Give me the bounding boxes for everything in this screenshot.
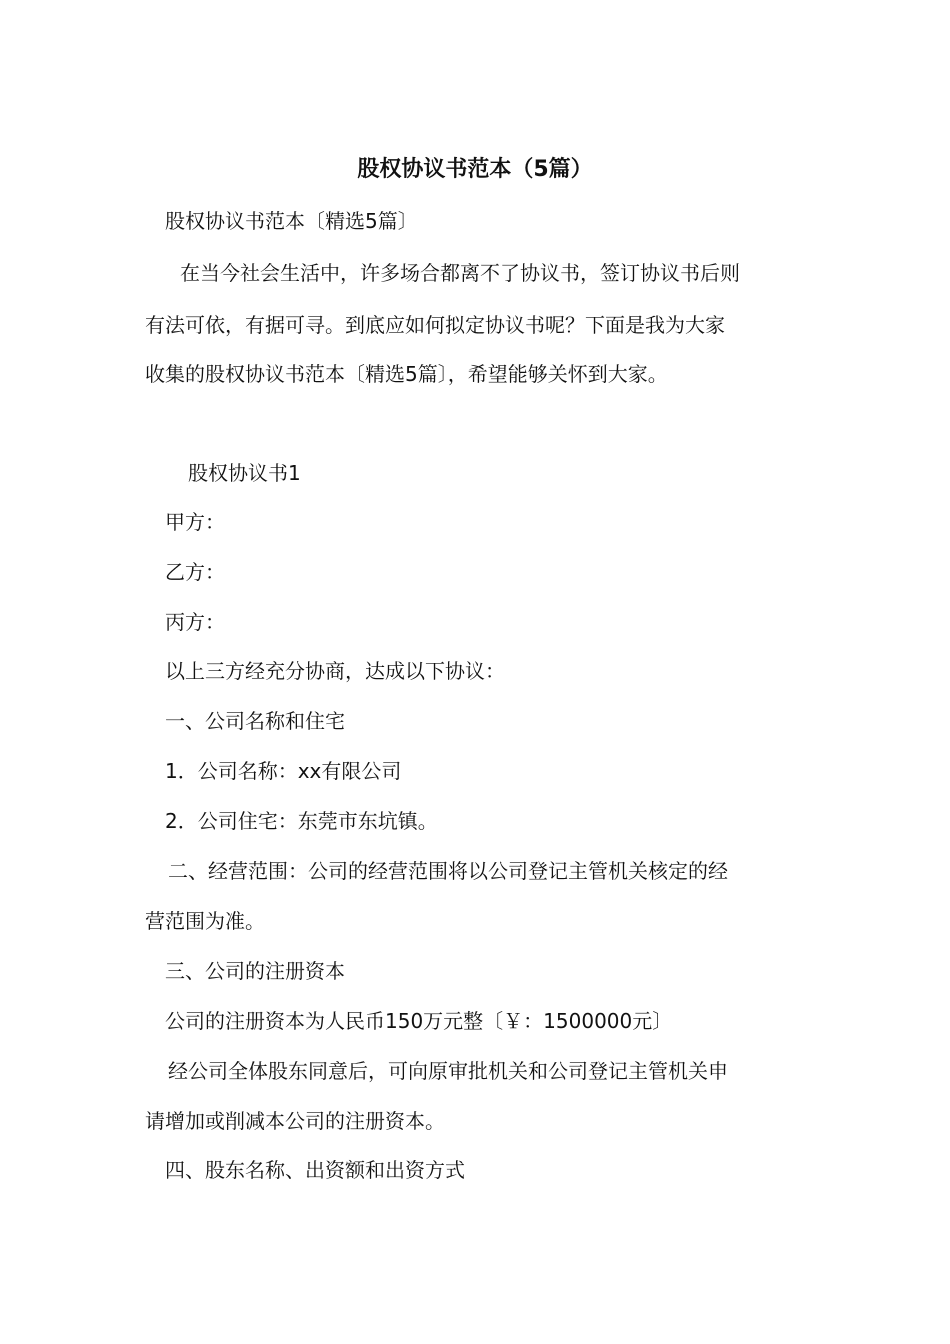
party-a-line: 甲方： (165, 510, 225, 534)
clause-3-change-line-1: 经公司全体股东同意后，可向原审批机关和公司登记主管机关申 (168, 1059, 728, 1083)
clause-4-heading: 四、股东名称、出资额和出资方式 (165, 1158, 465, 1182)
intro-paragraph-line-2: 有法可依，有据可寻。到底应如何拟定协议书呢？下面是我为大家 (145, 313, 725, 337)
clause-3-heading: 三、公司的注册资本 (165, 959, 345, 983)
party-b-line: 乙方： (165, 560, 225, 584)
clause-1-heading: 一、公司名称和住宅 (165, 709, 345, 733)
clause-1-item-1: 1．公司名称：xx有限公司 (165, 759, 402, 783)
intro-paragraph-line-1: 在当今社会生活中，许多场合都离不了协议书，签订协议书后则 (180, 261, 740, 285)
document-title: 股权协议书范本（5篇） (357, 157, 593, 182)
clause-3-capital-line: 公司的注册资本为人民币150万元整〔￥：1500000元〕 (165, 1009, 673, 1033)
clause-2-line-1: 二、经营范围：公司的经营范围将以公司登记主管机关核定的经 (168, 859, 728, 883)
intro-paragraph-line-3: 收集的股权协议书范本〔精选5篇〕，希望能够关怀到大家。 (145, 362, 668, 386)
party-c-line: 丙方： (165, 610, 225, 634)
subtitle-line: 股权协议书范本〔精选5篇〕 (165, 209, 418, 233)
clause-3-change-line-2: 请增加或削减本公司的注册资本。 (145, 1109, 445, 1133)
agreement-intro-line: 以上三方经充分协商，达成以下协议： (165, 659, 505, 683)
clause-2-line-2: 营范围为准。 (145, 909, 265, 933)
section-heading-agreement-1: 股权协议书1 (188, 461, 301, 485)
clause-1-item-2: 2．公司住宅：东莞市东坑镇。 (165, 809, 438, 833)
